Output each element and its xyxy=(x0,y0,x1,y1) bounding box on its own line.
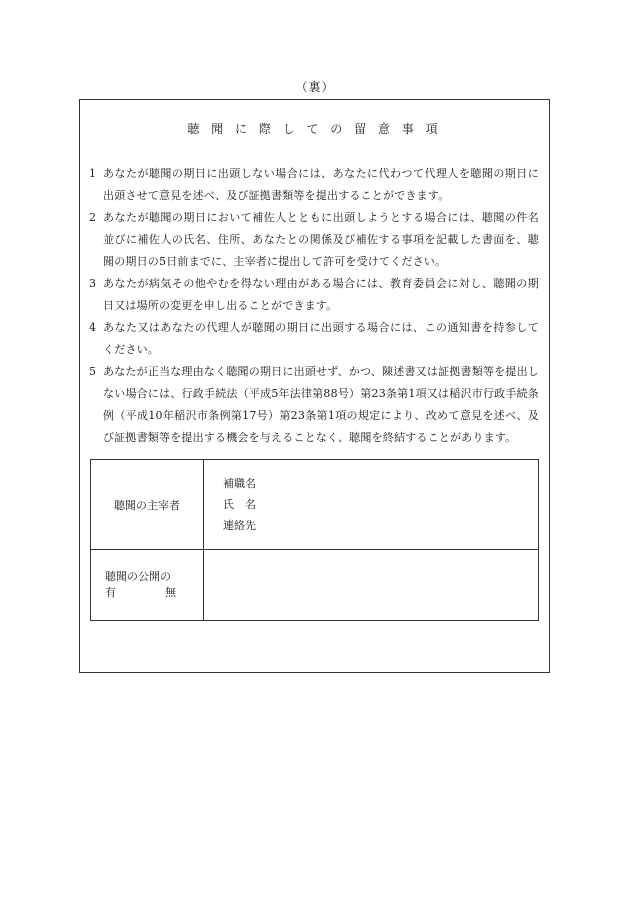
notice-text: あなた又はあなたの代理人が聴聞の期日に出頭する場合には、この通知書を持参してください。 xyxy=(103,321,539,356)
organizer-row xyxy=(91,460,539,550)
page-side-label: （裏） xyxy=(295,80,335,94)
publicity-label-line1: 聴聞の公開の xyxy=(105,570,171,583)
notice-number: 5 xyxy=(89,365,97,378)
hearing-info-table xyxy=(90,459,539,621)
notice-item-2 xyxy=(80,207,549,273)
notice-frame xyxy=(79,99,550,673)
notice-item-5 xyxy=(80,361,549,449)
notice-item-4 xyxy=(80,317,549,361)
publicity-row xyxy=(91,550,539,621)
notice-text: あなたが聴聞の期日において補佐人とともに出頭しようとする場合には、聴聞の件名並びに補佐人の氏名、住所、あなたとの関係及び補佐する事項を記載した書面を、聴聞の期日の5日前までに、主宰者に提出して許可を受けてください。 xyxy=(103,211,539,268)
publicity-label-line2 xyxy=(105,585,176,601)
notice-list xyxy=(80,163,549,449)
organizer-value xyxy=(204,460,539,550)
notice-number: 1 xyxy=(89,167,97,180)
notice-item-1 xyxy=(80,163,549,207)
notice-number: 4 xyxy=(89,321,97,334)
notice-text: あなたが聴聞の期日に出頭しない場合には、あなたに代わつて代理人を聴聞の期日に出頭させて意見を述べ、及び証拠書類等を提出することができます。 xyxy=(103,167,539,202)
publicity-label-right: 無 xyxy=(165,586,176,599)
position-field: 補職名 xyxy=(223,477,256,490)
publicity-label xyxy=(91,550,204,621)
name-field: 氏 名 xyxy=(223,498,256,511)
publicity-value xyxy=(204,550,539,621)
organizer-label: 聴聞の主宰者 xyxy=(91,460,204,550)
notice-text: あなたが病気その他やむを得ない理由がある場合には、教育委員会に対し、聴聞の期日又は場所の変更を申し出ることができます。 xyxy=(103,277,539,312)
notice-item-3 xyxy=(80,273,549,317)
notice-text: あなたが正当な理由なく聴聞の期日に出頭せず、かつ、陳述書又は証拠書類等を提出しない場合には、行政手続法（平成5年法律第88号）第23条第1項又は稲沢市行政手続条例（平成10年稲沢市条例第17号）第23条第1項の規定により、改めて意見を述べ、及び証拠書類等を提出する機会を与えることなく、聴聞を終結することがあります。 xyxy=(103,365,539,444)
notice-number: 3 xyxy=(89,277,97,290)
contact-field: 連絡先 xyxy=(223,519,256,532)
heading: 聴 聞 に 際 し て の 留 意 事 項 xyxy=(187,122,442,136)
publicity-label-left: 有 xyxy=(105,586,116,599)
notice-number: 2 xyxy=(89,211,97,224)
